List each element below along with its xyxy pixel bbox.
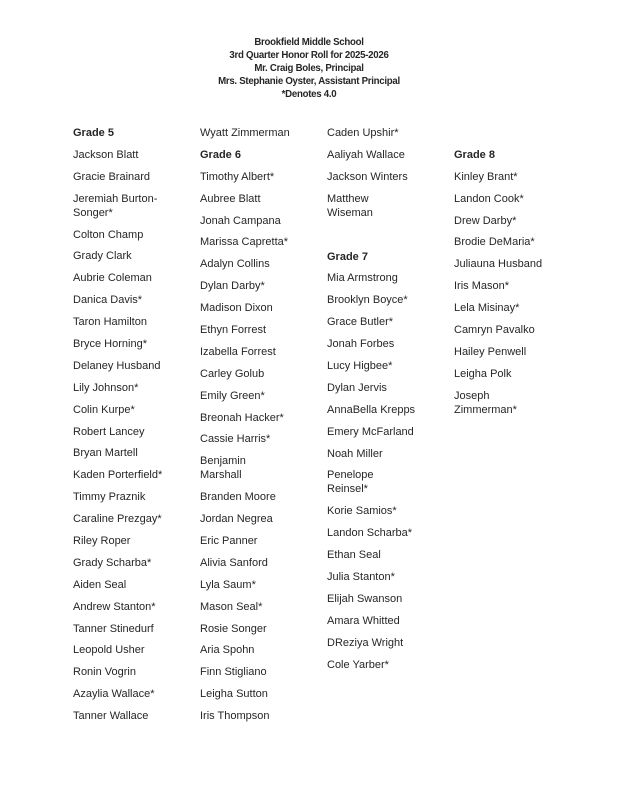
student-name: Leigha Polk — [454, 367, 512, 380]
student-name: Carley Golub — [200, 367, 265, 380]
student-name: Jackson Blatt — [73, 148, 139, 161]
student-name: Azaylia Wallace* — [73, 688, 155, 701]
column-1 — [73, 126, 195, 731]
student-name: Jackson Winters — [327, 170, 408, 183]
student-name: Caraline Prezgay* — [73, 513, 162, 526]
student-name: Jeremiah Burton-Songer* — [73, 192, 158, 219]
column-4 — [454, 126, 576, 425]
student-name: Korie Samios* — [327, 505, 397, 518]
student-name: Wyatt Zimmerman — [200, 127, 290, 139]
column-2 — [200, 126, 322, 731]
student-name: Madison Dixon — [200, 302, 273, 315]
student-name: Ronin Vogrin — [73, 666, 136, 679]
column-3 — [327, 126, 449, 679]
student-name: Julia Stanton* — [327, 571, 395, 584]
student-name: Emery McFarland — [327, 425, 414, 438]
student-name: Timmy Praznik — [73, 491, 146, 504]
student-name: Colin Kurpe* — [73, 403, 135, 416]
student-name: Aaliyah Wallace — [327, 148, 405, 161]
student-name: Amara Whitted — [327, 614, 400, 627]
student-name: Grady Clark — [73, 250, 132, 263]
grade-6-heading: Grade 6 — [200, 148, 241, 161]
student-name: Timothy Albert* — [200, 170, 275, 183]
student-name: Grace Butler* — [327, 316, 394, 329]
student-name: Delaney Husband — [73, 359, 161, 372]
student-name: Leopold Usher — [73, 644, 145, 657]
student-name: Robert Lancey — [73, 425, 145, 438]
student-name: Eric Panner — [200, 535, 258, 548]
student-name: Rosie Songer — [200, 622, 267, 635]
legend-note: *Denotes 4.0 — [281, 88, 337, 100]
student-name: Leigha Sutton — [200, 688, 268, 701]
student-name: Adalyn Collins — [200, 258, 270, 271]
student-name: Breonah Hacker* — [200, 411, 284, 424]
document-title: 3rd Quarter Honor Roll for 2025-2026 — [229, 49, 389, 61]
student-name: Grady Scharba* — [73, 556, 152, 569]
student-name: Jonah Forbes — [327, 338, 395, 351]
student-name: Lyla Saum* — [200, 578, 256, 591]
student-name: Landon Scharba* — [327, 527, 413, 540]
student-name: Taron Hamilton — [73, 316, 147, 329]
student-name: Kinley Brant* — [454, 170, 518, 183]
student-name: Finn Stigliano — [200, 666, 267, 679]
student-name: Ethyn Forrest — [200, 324, 267, 337]
student-name: Jonah Campana — [200, 214, 281, 227]
student-name: Bryan Martell — [73, 447, 138, 460]
student-name: Andrew Stanton* — [73, 600, 156, 613]
student-name: Lela Misinay* — [454, 302, 520, 315]
student-name: Marissa Capretta* — [200, 236, 289, 249]
student-name: Branden Moore — [200, 491, 276, 504]
principal-line: Mr. Craig Boles, Principal — [254, 62, 364, 74]
student-name: Penelope Reinsel* — [327, 469, 374, 496]
student-name: Tanner Stinedurf — [73, 622, 154, 635]
student-name: Lily Johnson* — [73, 381, 139, 394]
student-name: DReziya Wright — [327, 636, 404, 649]
student-name: Alivia Sanford — [200, 556, 268, 569]
document-header — [25, 36, 594, 101]
student-name: Elijah Swanson — [327, 592, 403, 605]
student-name: Lucy Higbee* — [327, 360, 393, 373]
student-name: Kaden Porterfield* — [73, 469, 163, 482]
student-name: Aiden Seal — [73, 578, 127, 591]
student-name: Cassie Harris* — [200, 433, 271, 446]
student-name: Colton Champ — [73, 228, 144, 241]
student-name: Emily Green* — [200, 389, 265, 402]
student-name: Aubree Blatt — [200, 192, 261, 205]
student-name: Aubrie Coleman — [73, 272, 152, 285]
student-name: Caden Upshir* — [327, 127, 399, 139]
student-name: Ethan Seal — [327, 549, 381, 562]
student-name: Noah Miller — [327, 447, 383, 460]
student-name: Danica Davis* — [73, 294, 143, 307]
spacer — [454, 126, 576, 148]
grade-7-heading: Grade 7 — [327, 250, 368, 263]
assistant-principal-line: Mrs. Stephanie Oyster, Assistant Principal — [218, 75, 400, 87]
student-name: Drew Darby* — [454, 214, 517, 227]
student-name: Benjamin Marshall — [200, 455, 246, 482]
student-name: Hailey Penwell — [454, 345, 527, 358]
student-name: Brooklyn Boyce* — [327, 294, 408, 307]
student-name: Dylan Darby* — [200, 280, 265, 293]
student-name: Jordan Negrea — [200, 513, 273, 526]
student-name: Matthew Wiseman — [327, 192, 373, 219]
student-name: Brodie DeMaria* — [454, 236, 535, 249]
student-name: Gracie Brainard — [73, 170, 151, 183]
grade-8-heading: Grade 8 — [454, 148, 495, 161]
student-name: Dylan Jervis — [327, 381, 387, 394]
student-name: Joseph Zimmerman* — [454, 389, 517, 416]
grade-5-heading: Grade 5 — [73, 127, 114, 139]
student-name: Cole Yarber* — [327, 658, 389, 671]
student-name: Mason Seal* — [200, 600, 263, 613]
student-name: AnnaBella Krepps — [327, 403, 416, 416]
student-name: Riley Roper — [73, 535, 131, 548]
student-name: Mia Armstrong — [327, 272, 398, 285]
student-name: Iris Mason* — [454, 280, 510, 293]
student-name: Iris Thompson — [200, 710, 270, 723]
student-name: Aria Spohn — [200, 644, 255, 657]
student-name: Juliauna Husband — [454, 258, 543, 271]
school-name: Brookfield Middle School — [254, 36, 364, 48]
student-name: Camryn Pavalko — [454, 324, 535, 337]
student-name: Tanner Wallace — [73, 710, 149, 723]
student-name: Izabella Forrest — [200, 345, 276, 358]
student-name: Bryce Horning* — [73, 338, 147, 351]
student-name: Landon Cook* — [454, 192, 524, 205]
